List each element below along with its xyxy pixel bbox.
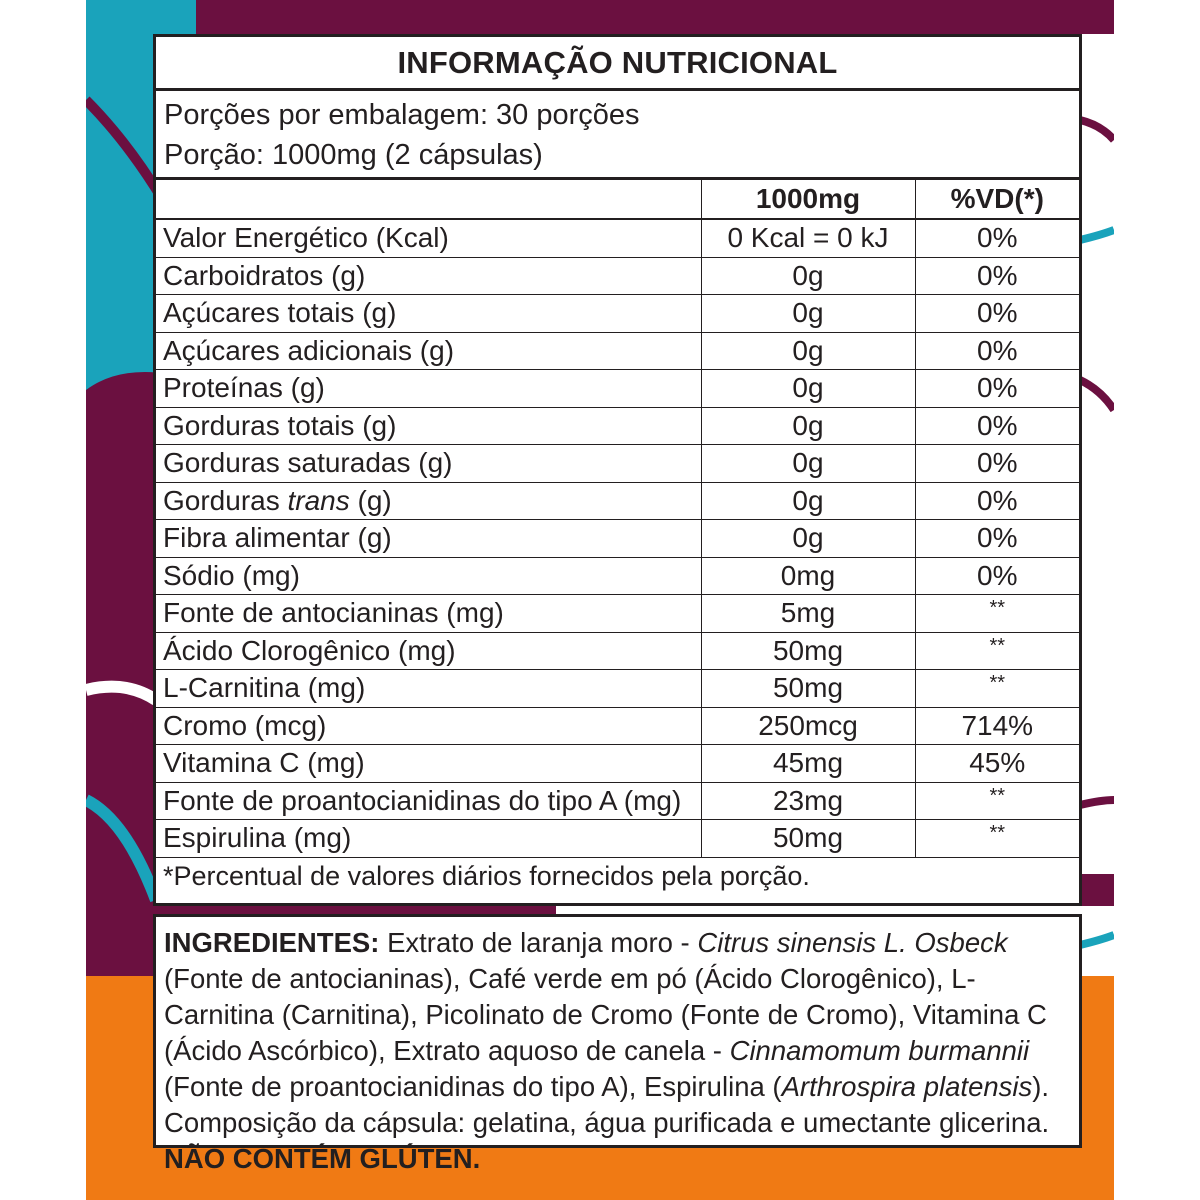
header-amount: 1000mg [701, 180, 915, 219]
nutrient-name: Açúcares totais (g) [156, 295, 701, 333]
servings-per-package: Porções por embalagem: 30 porções [164, 99, 640, 131]
nutrition-facts-panel [153, 34, 1082, 906]
nutrient-amount: 0g [701, 370, 915, 408]
nutrient-amount: 0g [701, 445, 915, 483]
header-nutrient [156, 180, 701, 219]
nutrient-amount: 0g [701, 332, 915, 370]
nutrient-row [156, 670, 1079, 708]
nutrient-daily-value: 0% [915, 520, 1079, 558]
nutrient-row [156, 295, 1079, 333]
nutrient-name: Ácido Clorogênico (mg) [156, 632, 701, 670]
ingredients-panel [153, 914, 1082, 1174]
nutrient-daily-value: 0% [915, 407, 1079, 445]
nutrient-daily-value: 45% [915, 745, 1079, 783]
nutrient-row [156, 445, 1079, 483]
nutrient-amount: 0g [701, 520, 915, 558]
nutrient-daily-value: ** [915, 820, 1079, 858]
nutrient-name: Valor Energético (Kcal) [156, 219, 701, 257]
serving-info [156, 91, 1079, 180]
nutrient-name: L-Carnitina (mg) [156, 670, 701, 708]
nutrient-name: Gorduras saturadas (g) [156, 445, 701, 483]
nutrient-amount: 50mg [701, 670, 915, 708]
nutrient-name: Proteínas (g) [156, 370, 701, 408]
nutrient-daily-value: 0% [915, 295, 1079, 333]
nutrient-daily-value: 0% [915, 482, 1079, 520]
nutrient-name: Fibra alimentar (g) [156, 520, 701, 558]
nutrient-amount: 250mcg [701, 707, 915, 745]
footnote: *Percentual de valores diários fornecidos pela porção. [163, 861, 810, 891]
nutrient-row [156, 219, 1079, 257]
nutrient-name: Gorduras totais (g) [156, 407, 701, 445]
nutrient-daily-value: 0% [915, 219, 1079, 257]
nutrient-row [156, 745, 1079, 783]
nutrient-amount: 5mg [701, 595, 915, 633]
nutrient-row [156, 332, 1079, 370]
ingredients-italic-cinnamon: Cinnamomum burmannii [729, 1035, 1030, 1066]
footnote-row [156, 857, 1079, 895]
nutrition-table [156, 180, 1079, 895]
nutrient-row [156, 782, 1079, 820]
nutrient-amount: 45mg [701, 745, 915, 783]
nutrient-row [156, 707, 1079, 745]
nutrient-name-part: Gorduras [163, 484, 288, 516]
nutrient-daily-value: 0% [915, 445, 1079, 483]
nutrient-name: Espirulina (mg) [156, 820, 701, 858]
nutrient-name [156, 482, 701, 520]
nutrient-amount: 23mg [701, 782, 915, 820]
nutrient-daily-value: ** [915, 782, 1079, 820]
nutrient-name: Fonte de proantocianidinas do tipo A (mg) [156, 782, 701, 820]
nutrient-daily-value: ** [915, 632, 1079, 670]
nutrient-name: Vitamina C (mg) [156, 745, 701, 783]
nutrient-row [156, 595, 1079, 633]
serving-size: Porção: 1000mg (2 cápsulas) [164, 139, 543, 171]
header-daily-value: %VD(*) [915, 180, 1079, 219]
nutrient-daily-value: 714% [915, 707, 1079, 745]
white-strip-right [1080, 34, 1114, 874]
ingredients-italic-spirulina: Arthrospira platensis [781, 1071, 1033, 1102]
nutrient-name: Açúcares adicionais (g) [156, 332, 701, 370]
panel-title: INFORMAÇÃO NUTRICIONAL [156, 37, 1079, 91]
nutrient-row [156, 370, 1079, 408]
nutrient-daily-value: 0% [915, 332, 1079, 370]
nutrient-amount: 0g [701, 257, 915, 295]
nutrient-name-part: (g) [349, 484, 392, 516]
nutrient-name-italic: trans [287, 484, 350, 516]
nutrient-daily-value: ** [915, 670, 1079, 708]
nutrient-row [156, 257, 1079, 295]
nutrient-amount: 0 Kcal = 0 kJ [701, 219, 915, 257]
nutrient-name: Carboidratos (g) [156, 257, 701, 295]
nutrient-daily-value: ** [915, 595, 1079, 633]
nutrient-row [156, 407, 1079, 445]
nutrient-amount: 50mg [701, 820, 915, 858]
nutrient-name: Sódio (mg) [156, 557, 701, 595]
nutrient-name: Fonte de antocianinas (mg) [156, 595, 701, 633]
table-header-row [156, 180, 1079, 219]
nutrient-row [156, 520, 1079, 558]
nutrient-amount: 0g [701, 295, 915, 333]
ingredients-text-1: Extrato de laranja moro - [379, 927, 698, 958]
nutrient-amount: 50mg [701, 632, 915, 670]
ingredients-text-3: (Fonte de proantocianidinas do tipo A), Espirulina ( [164, 1035, 1037, 1102]
nutrient-name: Cromo (mcg) [156, 707, 701, 745]
nutrient-row [156, 820, 1079, 858]
ingredients-italic-citrus: Citrus sinensis L. Osbeck [697, 927, 1008, 958]
nutrient-amount: 0g [701, 482, 915, 520]
ingredients-heading: INGREDIENTES: [164, 927, 380, 958]
nutrient-daily-value: 0% [915, 557, 1079, 595]
nutrient-daily-value: 0% [915, 370, 1079, 408]
ingredients-text-4: ). Composição da cápsula: gelatina, água purificada e umectante glicerina. [164, 1071, 1057, 1138]
nutrient-amount: 0mg [701, 557, 915, 595]
nutrient-amount: 0g [701, 407, 915, 445]
ingredients-text-2: (Fonte de antocianinas), Café verde em pó (Ácido Clorogênico), L-Carnitina (Carnitina), Picolinato de Cromo (Fonte de Cromo), Vitamina C (Ácido Ascórbico), Extrato aquoso de canela - [164, 927, 1055, 1066]
nutrient-row [156, 482, 1079, 520]
gluten-free-notice: NÃO CONTÉM GLÚTEN. [164, 1143, 481, 1174]
nutrient-daily-value: 0% [915, 257, 1079, 295]
nutrient-row [156, 557, 1079, 595]
nutrient-row [156, 632, 1079, 670]
